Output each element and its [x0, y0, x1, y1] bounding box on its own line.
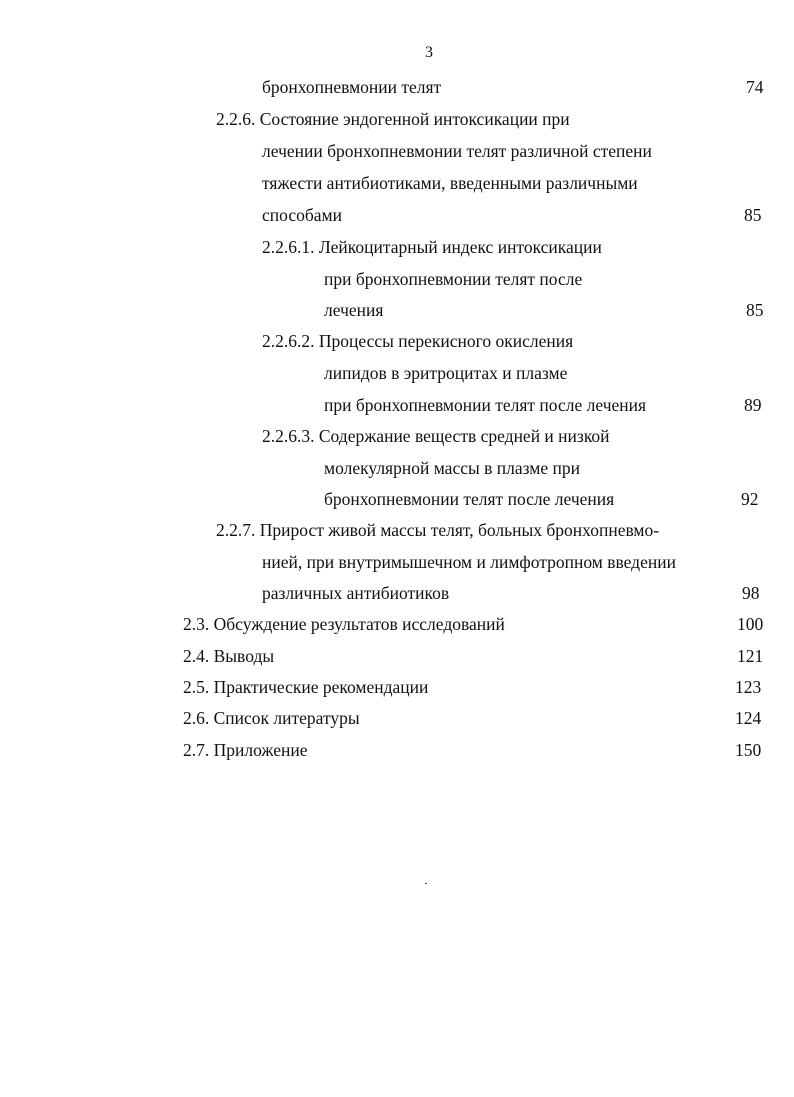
toc-page-22: 150 [735, 740, 762, 760]
toc-page-19: 121 [737, 646, 764, 666]
toc-page-20: 123 [735, 677, 762, 697]
toc-entry-2-2-6-2: 2.2.6.2. Процессы перекисного окисления [262, 331, 574, 351]
toc-page-21: 124 [735, 708, 762, 728]
toc-line-1: бронхопневмонии телят [262, 77, 442, 97]
toc-page-17: 98 [742, 583, 760, 603]
scan-speck [425, 883, 427, 884]
toc-page-14: 92 [741, 489, 759, 509]
toc-entry-2-4: 2.4. Выводы [183, 646, 275, 666]
toc-page-1: 74 [746, 77, 764, 97]
toc-line-11: при бронхопневмонии телят после лечения [324, 395, 647, 415]
toc-line-10: липидов в эритроцитах и плазме [324, 363, 568, 383]
toc-page-11: 89 [744, 395, 762, 415]
toc-page-18: 100 [737, 614, 764, 634]
toc-line-13: молекулярной массы в плазме при [324, 458, 580, 478]
toc-entry-2-6: 2.6. Список литературы [183, 708, 360, 728]
toc-line-16: нией, при внутримышечном и лимфотропном введении [262, 552, 676, 572]
toc-entry-2-2-6-1: 2.2.6.1. Лейкоцитарный индекс интоксикации [262, 237, 602, 257]
toc-page-5: 85 [744, 205, 762, 225]
page-number: 3 [425, 44, 433, 61]
toc-line-17: различных антибиотиков [262, 583, 450, 603]
toc-entry-2-2-7: 2.2.7. Прирост живой массы телят, больных бронхопневмо- [216, 520, 660, 540]
toc-entry-2-2-6: 2.2.6. Состояние эндогенной интоксикации при [216, 109, 570, 129]
toc-entry-2-5: 2.5. Практические рекомендации [183, 677, 429, 697]
toc-entry-2-7: 2.7. Приложение [183, 740, 308, 760]
toc-entry-2-3: 2.3. Обсуждение результатов исследований [183, 614, 505, 634]
toc-line-4: тяжести антибиотиками, введенными различными [262, 173, 638, 193]
toc-line-14: бронхопневмонии телят после лечения [324, 489, 615, 509]
toc-line-5: способами [262, 205, 342, 225]
toc-line-8: лечения [324, 300, 384, 320]
toc-line-7: при бронхопневмонии телят после [324, 269, 583, 289]
toc-page-8: 85 [746, 300, 764, 320]
toc-entry-2-2-6-3: 2.2.6.3. Содержание веществ средней и низкой [262, 426, 610, 446]
toc-line-3: лечении бронхопневмонии телят различной степени [262, 141, 652, 161]
